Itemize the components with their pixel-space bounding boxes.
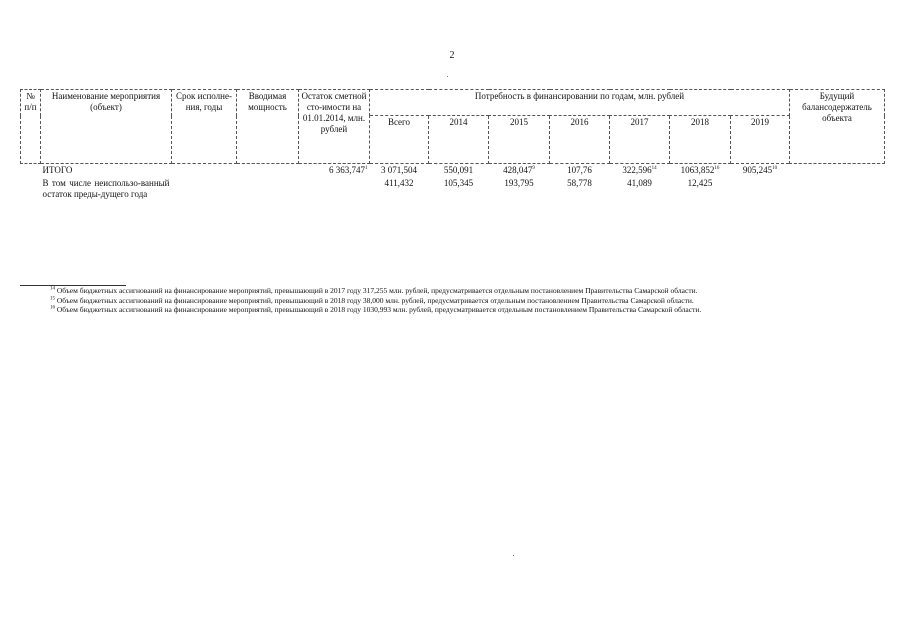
cell-2017: 41,089 [627,178,652,188]
table-row-total [21,164,885,178]
header-2016: 2016 [550,116,610,164]
header-holder: Будущий балансодержатель объекта [790,90,885,164]
cell-total: 411,432 [384,178,414,188]
page-number: 2 [449,50,455,61]
cell-total: 3 071,504 [381,165,417,175]
header-capacity: Вводимая мощность [237,90,299,164]
header-total: Всего [370,116,429,164]
cell-2014: 550,091 [443,165,474,175]
row-name: ИТОГО [42,165,73,175]
cell-2015: 428,047$^9$ [503,165,535,175]
cell-2016: 107,76 [567,165,592,175]
row-name: В том числе неиспользо-ванный остаток преды-дущего года [42,178,170,199]
header-2015: 2015 [489,116,550,164]
table-row-unused-balance [21,177,885,201]
cell-2016: 58,778 [567,178,592,188]
header-financing-group: Потребность в финансировании по годам, млн. рублей [370,90,790,116]
header-balance: Остаток сметной сто-имости на 01.01.2014, млн. рублей [299,90,370,164]
scan-speck [513,555,514,556]
header-2019: 2019 [731,116,790,164]
header-2018: 2018 [670,116,731,164]
cell-balance: 6 363,747$^1$ [329,165,368,175]
cell-2014: 105,345 [443,178,474,188]
footnote-15: $^{15}$ Объем бюджетных ассигнований на финансирование мероприятий, превышающий в 2018 году 38,000 млн. рублей, предусматривается отдельным постановлением Правительства Самарской области. [50,295,694,305]
header-name: Наименование мероприятия (объект) [41,90,172,164]
cell-2018: 1063,852$^{16}$ [680,165,720,175]
header-2014: 2014 [429,116,489,164]
cell-2018: 12,425 [687,178,713,188]
footnotes [50,286,870,315]
header-2017: 2017 [610,116,670,164]
cell-2017: 322,596$^{14}$ [622,165,657,175]
footnote-14: $^{14}$ Объем бюджетных ассигнований на финансирование мероприятий, превышающий в 2017 году 317,255 млн. рублей, предусматривается отдельным постановлением Правительства Самарской области. [50,286,698,295]
footnote-16: $^{16}$ Объем бюджетных ассигнований на финансирование мероприятий, превышающий в 2018 году 1030,993 млн. рублей, предусматривается отдельным постановлением Правительства Самарской области. [50,305,702,314]
financing-table [20,89,885,201]
scan-speck [447,76,448,77]
header-term: Срок исполне-ния, годы [172,90,237,164]
cell-2019: 905,245$^{10}$ [742,165,778,175]
cell-2015: 193,795 [504,178,534,188]
header-no: № п/п [21,90,41,164]
